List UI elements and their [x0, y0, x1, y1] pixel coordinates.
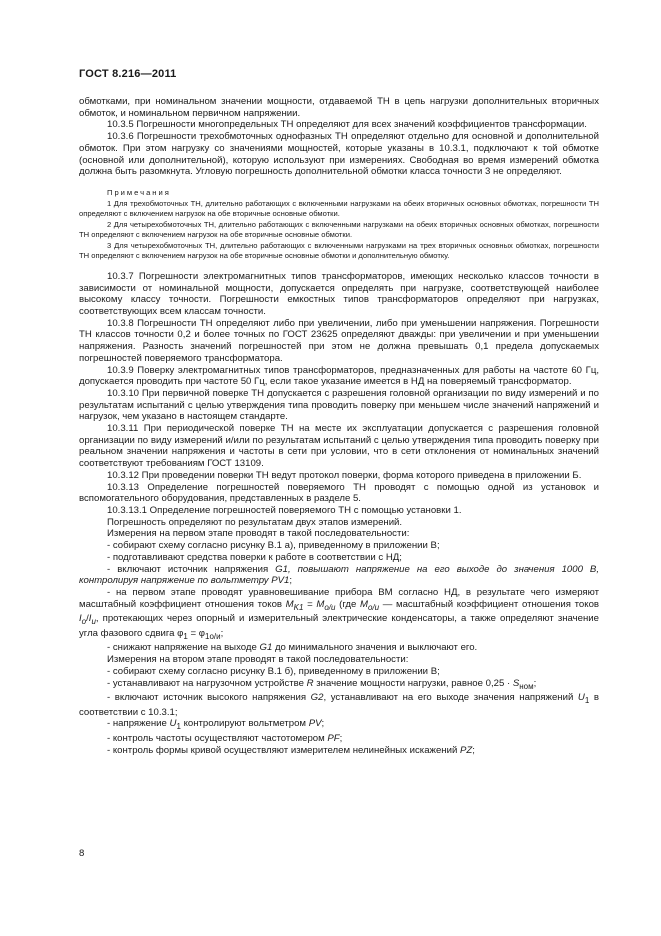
paragraph: Измерения на первом этапе проводят в такой последовательности:	[107, 528, 410, 540]
paragraph: Измерения на втором этапе проводят в такой последовательности:	[107, 654, 409, 666]
paragraph: 10.3.13 Определение погрешностей поверяемого ТН проводят с помощью одной из установок и вспомогательного оборудования, представленных в разделе 5.	[79, 481, 599, 505]
page-number: 8	[79, 848, 85, 859]
list-item: - включают источник напряжения G1, повышают напряжение на его выходе до значения 1000 В, контролируя напряжение по вольтметру PV1;	[79, 563, 599, 587]
list-item: - собирают схему согласно рисунку В.1 а), приведенному в приложении В;	[107, 540, 440, 552]
paragraph: 10.3.8 Погрешности ТН определяют либо при увеличении, либо при уменьшении напряжения. Погрешности ТН классов точности 0,2 и более точных по ГОСТ 23625 определяют дважды: при увеличении и при уменьшении напряжения. Разность значений погрешностей при этом не должна превышать 0,1 предела допускаемых погрешностей поверяемого трансформатора.	[79, 317, 599, 364]
paragraph: 10.3.12 При проведении поверки ТН ведут протокол поверки, форма которого приведена в приложении Б.	[107, 469, 582, 481]
paragraph: обмотками, при номинальном значении мощности, отдаваемой ТН в цепь нагрузки дополнительных вторичных обмоток, и номинальном первичном напряжении.	[79, 96, 599, 119]
paragraph: 10.3.13.1 Определение погрешностей поверяемого ТН с помощью установки 1.	[107, 504, 462, 516]
list-item: - подготавливают средства поверки к работе в соответствии с НД;	[107, 551, 402, 563]
list-item: - на первом этапе проводят уравновешивание прибора ВМ согласно НД, в результате чего измеряют масштабный коэффициент отношения токов $M_{K1} = M_{o/и}$ (где $M_{o/и}$ — масштабный коэффициент отношения токов $I_o/I_и$, протекающих через опорный и измерительный электрические конденсаторы, а также определяют значение угла фазового сдвига $\varphi_1 = \varphi_{1o/и}$;	[79, 586, 599, 641]
note-item: 2 Для четырехобмоточных ТН, длительно работающих с включенными нагрузками на обеих вторичных основных обмотках, погрешности ТН определяют с включением нагрузок на обе вторичные основные обмотки.	[79, 219, 599, 240]
list-item: - контроль формы кривой осуществляют измерителем нелинейных искажений PZ;	[107, 744, 475, 756]
paragraph: 10.3.7 Погрешности электромагнитных типов трансформаторов, имеющих несколько классов точности в зависимости от номинальной мощности, допускается определять при нагрузке, соответствующей наиболее высокому классу точности. Погрешности емкостных типов трансформаторов определяют при нагрузках, соответствующих всем классам точности.	[79, 270, 599, 318]
list-item: - снижают напряжение на выходе G1 до минимального значения и выключают его.	[107, 642, 478, 654]
list-item: - собирают схему согласно рисунку В.1 б), приведенному в приложении В;	[107, 665, 440, 677]
document-body	[79, 96, 599, 756]
list-item: - контроль частоты осуществляют частотомером PF;	[107, 733, 343, 745]
page-header: ГОСТ 8.216—2011	[79, 68, 177, 80]
list-item: - включают источник высокого напряжения G2, устанавливают на его выходе значения напряжений $U_1$ в соответствии с 10.3.1;	[79, 692, 600, 718]
note-item: 1 Для трехобмоточных ТН, длительно работающих с включенными нагрузками на обеих вторичных основных обмотках, погрешности ТН определяют с включением нагрузок на обе вторичные основные обмотки.	[79, 198, 599, 219]
paragraph: 10.3.5 Погрешности многопредельных ТН определяют для всех значений коэффициентов трансформации.	[107, 119, 587, 131]
paragraph: Погрешность определяют по результатам двух этапов измерений.	[107, 516, 403, 528]
paragraph: 10.3.11 При периодической поверке ТН на месте их эксплуатации допускается с разрешения головной организации по виду измерений и/или по результатам испытаний с целью утверждения типа проводить поверку при реальном значении напряжения и частоты в сети при условии, что в сети отклонения от номинальных значений соответствуют требованиям ГОСТ 13109.	[79, 423, 599, 470]
paragraph: 10.3.6 Погрешности трехобмоточных однофазных ТН определяют отдельно для основной и дополнительной обмоток. При этом нагрузку со значениями мощностей, которые указаны в 10.3.1, подключают к той обмотке (основной или дополнительной), которую используют при измерениях. Свободная во время измерений обмотка должна быть разомкнута. Угловую погрешность дополнительной обмотки класса точности 3 не определяют.	[79, 131, 599, 178]
list-item: - напряжение $U_1$ контролируют вольтметром PV;	[107, 718, 325, 732]
paragraph: 10.3.9 Поверку электромагнитных типов трансформаторов, предназначенных для работы на частоте 60 Гц, допускается проводить при частоте 50 Гц, если такое указание имеется в НД на поверяемый трансформатор.	[79, 364, 599, 388]
notes-title: Примечания	[107, 187, 171, 197]
list-item: - устанавливают на нагрузочном устройстве R значение мощности нагрузки, равное $0,25 \cdot S_{ном}$;	[107, 677, 537, 691]
paragraph: 10.3.10 При первичной поверке ТН допускается с разрешения головной организации по виду измерений и по результатам испытаний с целью утверждения типа проводить поверку при меньшем числе значений напряжений и нагрузок, чем указано в настоящем стандарте.	[79, 387, 599, 423]
note-item: 3 Для четырехобмоточных ТН, длительно работающих с включенными нагрузками на трех вторичных основных обмотках, погрешности ТН определяют с включением нагрузок на обе вторичные основные обмотки и дополнительную обмотку.	[79, 240, 599, 261]
